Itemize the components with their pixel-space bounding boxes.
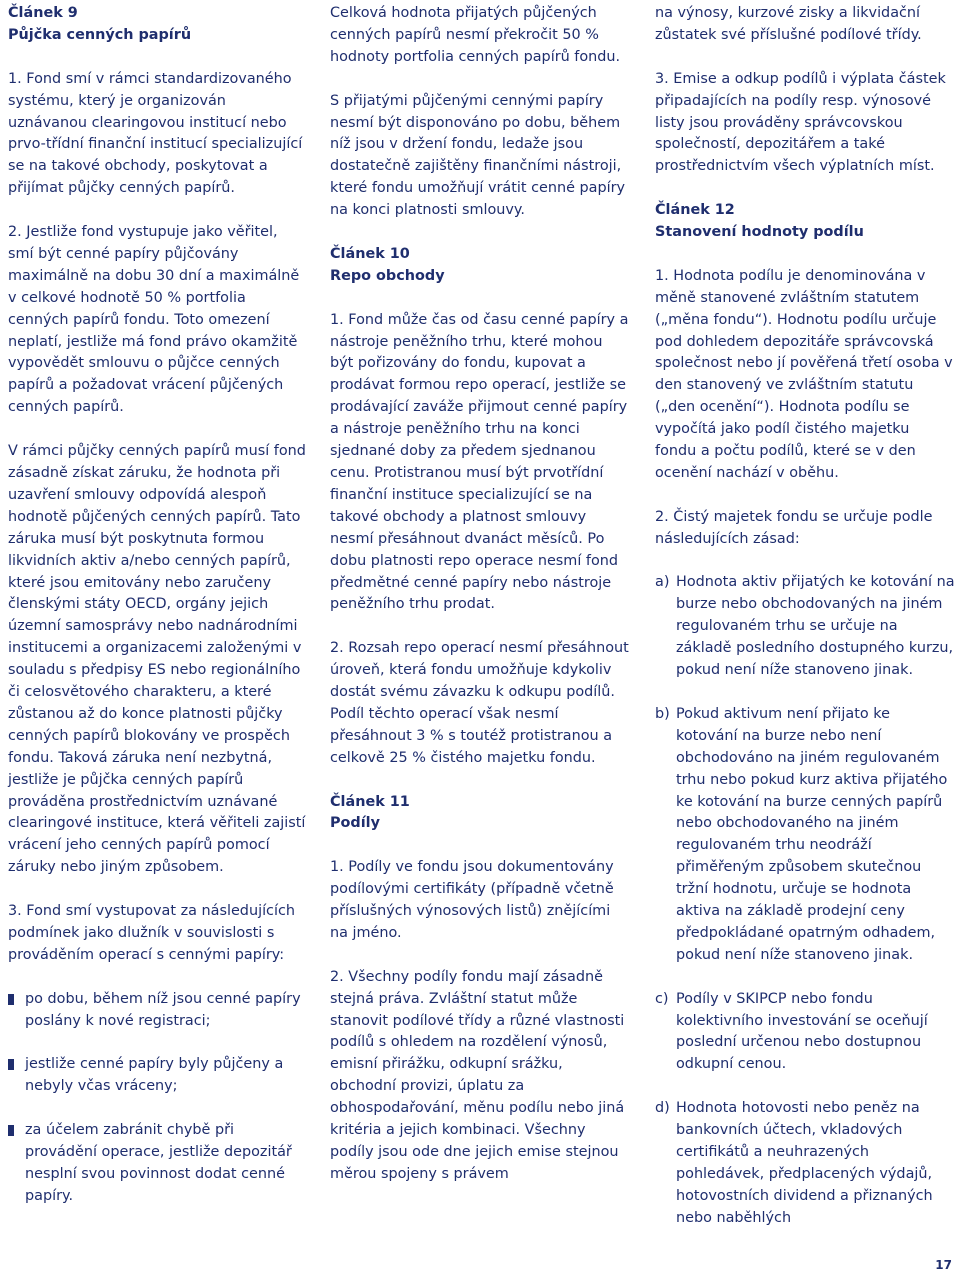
paragraph: 1. Podíly ve fondu jsou dokumentovány podílovými certifikáty (případně včetně příslušných výnosových listů) znějícími na jméno.	[330, 859, 614, 941]
bullet-square-icon	[8, 994, 14, 1005]
item-label: d)	[655, 1100, 670, 1117]
paragraph: 1. Fond smí v rámci standardizovaného systému, který je organizován uznávanou clearingovou institucí nebo prvo-třídní finanční institucí specializující se na takové obchody, poskytovat a přijímat půjčky cenných papírů.	[8, 70, 303, 197]
article-10-heading: Článek 10	[330, 245, 410, 262]
bullet-text: po dobu, během níž jsou cenné papíry poslány k nové registraci;	[25, 990, 301, 1029]
bullet-text: jestliže cenné papíry byly půjčeny a nebyly včas vráceny;	[25, 1056, 284, 1095]
bullet-item	[8, 1054, 306, 1098]
page-number: 17	[935, 1258, 952, 1272]
article-11-title: Podíly	[330, 815, 380, 832]
lettered-item	[655, 989, 955, 1077]
column-1	[8, 3, 306, 1230]
paragraph: 2. Čistý majetek fondu se určuje podle následujících zásad:	[655, 508, 933, 547]
article-9-title: Půjčka cenných papírů	[8, 26, 192, 43]
paragraph: 3. Fond smí vystupovat za následujících podmínek jako dlužník v souvislosti s prováděním operací s cennými papíry:	[8, 903, 296, 963]
article-9-heading: Článek 9	[8, 5, 78, 21]
paragraph: 1. Fond může čas od času cenné papíry a nástroje peněžního trhu, které mohou být pořizovány do fondu, kupovat a prodávat formou repo operací, jestliže se prodávající zaváže přijmout cenné papíry a nástroje peněžního trhu na konci sjednané doby za předem sjednanou cenu. Protistranou musí být prvotřídní finanční instituce specializující se na takové obchody a platnost smlouvy nesmí přesáhnout dvanáct měsíců. Po dobu platnosti repo operace nesmí fond předmětné cenné papíry nebo nástroje peněžního trhu prodat.	[330, 311, 629, 613]
column-2	[330, 3, 630, 1208]
paragraph: Celková hodnota přijatých půjčených cenných papírů nesmí překročit 50 % hodnoty portfolia cenných papírů fondu.	[330, 5, 621, 65]
bullet-square-icon	[8, 1125, 14, 1136]
item-label: a)	[655, 574, 670, 591]
article-10-title: Repo obchody	[330, 267, 445, 284]
item-text: Hodnota hotovosti nebo peněz na bankovních účtech, vkladových certifikátů a neuhrazených pohledávek, předplacených výdajů, hotovostních dividend a přiznaných nebo naběhlých	[676, 1100, 933, 1226]
bullet-item	[8, 1120, 306, 1208]
lettered-item	[655, 704, 955, 967]
lettered-item	[655, 572, 955, 682]
article-11-heading: Článek 11	[330, 793, 410, 810]
item-text: Podíly v SKIPCP nebo fondu kolektivního investování se oceňují poslední určenou nebo dostupnou odkupní cenou.	[676, 990, 928, 1073]
lettered-item	[655, 1098, 955, 1229]
bullet-text: za účelem zabránit chybě při provádění operace, jestliže depozitář nesplní svou povinnost dodat cenné papíry.	[25, 1122, 292, 1204]
paragraph: 2. Jestliže fond vystupuje jako věřitel, smí být cenné papíry půjčovány maximálně na dobu 30 dní a maximálně v celkové hodnotě 50 % portfolia cenných papírů fondu. Toto omezení neplatí, jestliže má fond právo okamžitě vypovědět smlouvu o půjčce cenných papírů a požadovat vrácení půjčených cenných papírů.	[8, 224, 300, 416]
bullet-item	[8, 989, 306, 1033]
paragraph: S přijatými půjčenými cennými papíry nesmí být disponováno po dobu, během níž jsou v držení fondu, ledaže jsou dostatečně zajištěny finančními nástroji, které fondu umožňují vrátit cenné papíry na konci platnosti smlouvy.	[330, 92, 626, 219]
paragraph: 1. Hodnota podílu je denominována v měně stanovené zvláštním statutem („měna fondu“). Hodnotu podílu určuje pod dohledem depozitáře správcovská společnost nebo jí pověřená třetí osoba v den stanovený ve zvláštním statutu („den ocenění“). Hodnota podílu se vypočítá jako podíl čistého majetku fondu a počtu podílů, které se v den ocenění nachází v oběhu.	[655, 267, 953, 481]
item-label: b)	[655, 705, 670, 722]
article-12-title: Stanovení hodnoty podílu	[655, 224, 864, 241]
item-text: Hodnota aktiv přijatých ke kotování na burze nebo obchodovaných na jiném regulovaném trhu se určuje na základě posledního dostupného kurzu, pokud není níže stanoveno jinak.	[676, 574, 955, 679]
item-text: Pokud aktivum není přijato ke kotování na burze nebo není obchodováno na jiném regulovaném trhu nebo pokud kurz aktiva přijatého ke kotování na burze cenných papírů nebo obchodovaného na jiném regulovaném trhu neodráží přiměřeným způsobem skutečnou tržní hodnotu, určuje se hodnota aktiva na základě prodejní ceny předpokládané opatrným odhadem, pokud není níže stanoveno jinak.	[676, 705, 948, 963]
column-3	[655, 3, 955, 1252]
paragraph: na výnosy, kurzové zisky a likvidační zůstatek své příslušné podílové třídy.	[655, 5, 922, 43]
paragraph: V rámci půjčky cenných papírů musí fond zásadně získat záruku, že hodnota při uzavření smlouvy odpovídá alespoň hodnotě půjčených cenných papírů. Tato záruka musí být poskytnuta formou likvidních aktiv a/nebo cenných papírů, které jsou emitovány nebo zaručeny členskými státy OECD, orgány jejich územní samosprávy nebo nadnárodními institucemi a organizacemi založenými v souladu s předpisy ES nebo regionálního či celosvětového charakteru, a které zůstanou až do konce platnosti půjčky cenných papírů blokovány ve prospěch fondu. Taková záruka není nezbytná, jestliže je půjčka cenných papírů prováděna prostřednictvím uznávané clearingové instituce, která věřiteli zajistí vrácení jeho cenných papírů pomocí záruky nebo jiným způsobem.	[8, 443, 306, 876]
paragraph: 2. Rozsah repo operací nesmí přesáhnout úroveň, která fondu umožňuje kdykoliv dostát svému závazku k odkupu podílů. Podíl těchto operací však nesmí přesáhnout 3 % s toutéž protistranou a celkově 25 % čistého majetku fondu.	[330, 640, 629, 766]
item-label: c)	[655, 990, 669, 1007]
bullet-square-icon	[8, 1059, 14, 1070]
article-12-heading: Článek 12	[655, 202, 735, 219]
paragraph: 2. Všechny podíly fondu mají zásadně stejná práva. Zvláštní statut může stanovit podílové třídy a různé vlastnosti podílů s ohledem na rozdělení výnosů, emisní přirážku, odkupní srážku, obchodní provizi, úplatu za obhospodařování, měnu podílu nebo jiná kritéria a jejich kombinaci. Všechny podíly jsou ode dne jejich emise stejnou měrou spojeny s právem	[330, 968, 625, 1182]
paragraph: 3. Emise a odkup podílů i výplata částek připadajících na podíly resp. výnosové listy jsou prováděny správcovskou společností, depozitářem a také prostřednictvím všech výplatních míst.	[655, 70, 946, 175]
